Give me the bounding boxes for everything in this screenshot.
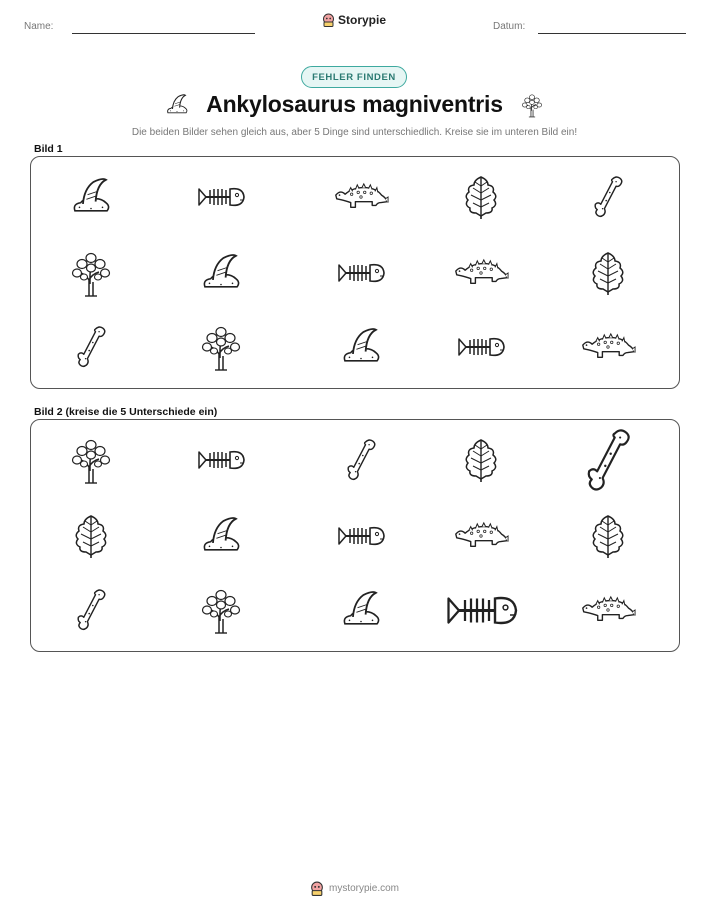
page-title: Ankylosaurus magniventris — [206, 91, 503, 117]
leaf-icon[interactable] — [588, 511, 628, 561]
instructions: Die beiden Bilder sehen gleich aus, aber 5 Dinge sind unterschiedlich. Kreise sie im unteren Bild ein! — [131, 127, 578, 138]
claw-icon[interactable] — [338, 587, 384, 633]
leaf-icon[interactable] — [71, 511, 111, 561]
tree-icon[interactable] — [71, 435, 111, 485]
tree-icon[interactable] — [71, 248, 111, 298]
bone-icon[interactable] — [581, 426, 635, 495]
leaf-icon[interactable] — [588, 248, 628, 298]
claw-icon — [164, 92, 190, 118]
footer — [0, 881, 709, 896]
leaf-icon[interactable] — [461, 172, 501, 222]
ankylosaurus-icon[interactable] — [453, 256, 509, 290]
picture1-panel[interactable] — [30, 156, 680, 389]
ankylosaurus-icon[interactable] — [333, 180, 389, 214]
storypie-mascot-icon — [322, 13, 335, 27]
footer-url[interactable]: mystorypie.com — [328, 883, 399, 894]
fishbone-icon[interactable] — [336, 258, 386, 288]
leaf-icon[interactable] — [461, 435, 501, 485]
claw-icon[interactable] — [198, 513, 244, 559]
picture1-label: Bild 1 — [34, 143, 63, 155]
fishbone-icon[interactable] — [456, 332, 506, 362]
fishbone-icon[interactable] — [196, 445, 246, 475]
claw-icon[interactable] — [68, 174, 114, 220]
ankylosaurus-icon[interactable] — [580, 330, 636, 364]
date-line[interactable] — [538, 33, 686, 34]
picture2-panel[interactable] — [30, 419, 680, 652]
bone-icon[interactable] — [343, 437, 379, 483]
brand-logo — [322, 13, 386, 27]
title-row — [0, 91, 709, 118]
claw-icon[interactable] — [198, 250, 244, 296]
ankylosaurus-icon[interactable] — [453, 519, 509, 553]
bone-icon[interactable] — [590, 174, 626, 220]
spot-difference-badge: FEHLER FINDEN — [301, 66, 407, 88]
tree-icon — [519, 92, 545, 118]
storypie-mascot-icon — [310, 881, 324, 896]
fishbone-icon[interactable] — [196, 182, 246, 212]
claw-icon[interactable] — [338, 324, 384, 370]
bone-icon[interactable] — [73, 587, 109, 633]
bone-icon[interactable] — [73, 324, 109, 370]
name-label: Name: — [24, 21, 54, 32]
fishbone-icon[interactable] — [336, 521, 386, 551]
date-label: Datum: — [493, 21, 526, 32]
tree-icon[interactable] — [201, 585, 241, 635]
fishbone-icon[interactable] — [444, 588, 519, 633]
picture2-label: Bild 2 (kreise die 5 Unterschiede ein) — [34, 406, 218, 418]
brand-name: Storypie — [338, 13, 387, 27]
name-line[interactable] — [72, 33, 255, 34]
tree-icon[interactable] — [201, 322, 241, 372]
ankylosaurus-icon[interactable] — [580, 593, 636, 627]
